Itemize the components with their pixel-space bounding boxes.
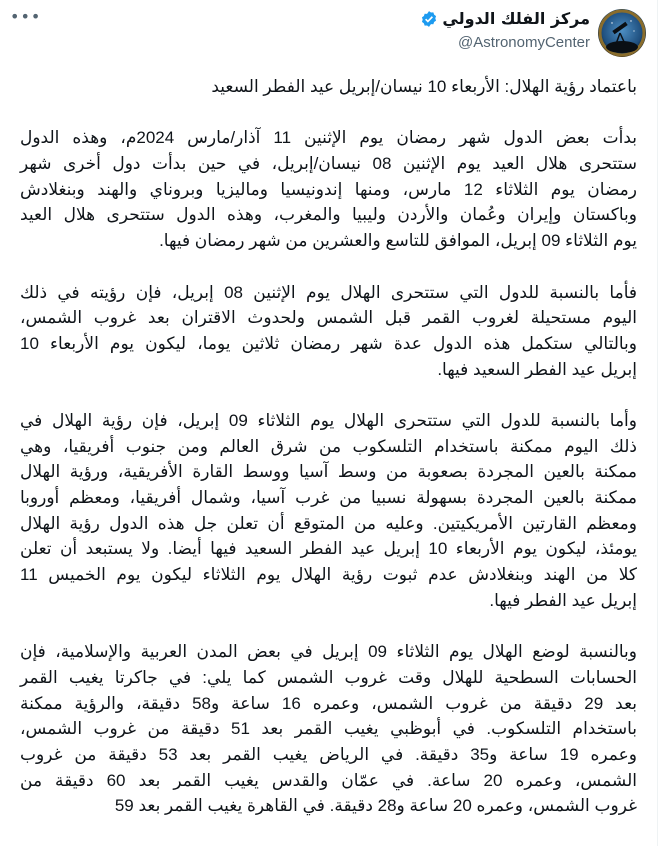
tweet-line: وبالنسبة لوضع الهلال يوم الثلاثاء 09 إبريل في بعض المدن العربية والإسلامية، فإن — [20, 642, 637, 662]
tweet-paragraph — [20, 74, 637, 100]
tweet-line: بدأت بعض الدول شهر رمضان يوم الإثنين 11 آذار/مارس 2024م، وهذه الدول — [20, 128, 637, 148]
tweet-line: إبريل عيد الفطر فيها. — [489, 590, 637, 610]
tweet-line: ممكنة بالعين المجردة بسهولة نسبيا من غرب آسيا، وشمال أفريقيا، ومعظم أوروبا — [20, 488, 637, 507]
tweet-line: يومئذ، ليكون يوم الأربعاء 10 إبريل عيد الفطر السعيد فيها أيضا. ولا يستبعد أن تعلن — [20, 539, 637, 559]
tweet-line: رمضان يوم الثلاثاء 12 مارس، ومنها إندونيسيا وماليزيا وبروناي والهند وبنغلادش — [20, 179, 637, 199]
tweet-line: ومعظم القارتين الأمريكيتين. وعليه من المتوقع أن تعلن جل هذه الدول رؤية الهلال — [20, 513, 637, 533]
tweet-paragraph — [20, 280, 637, 383]
tweet-line: ستتحرى هلال العيد يوم الإثنين 08 نيسان/إبريل، في حين بدأت دول أخرى شهر — [20, 154, 637, 174]
author-name-row[interactable] — [420, 9, 590, 28]
tweet-line: باستخدام التلسكوب. في أبوظبي يغيب القمر بعد 51 دقيقة من غروب الشمس، — [20, 719, 637, 739]
tweet-line: غروب الشمس، وعمره 20 ساعة و28 دقيقة. في القاهرة يغيب القمر بعد 59 — [114, 796, 637, 816]
avatar[interactable] — [598, 9, 646, 57]
tweet-paragraph — [20, 125, 637, 253]
tweet-line: وبالتالي ستكمل هذه الدول عدة شهر رمضان ثلاثين يوما، ليكون يوم الأربعاء 10 — [20, 333, 637, 353]
verified-badge-icon — [420, 10, 438, 28]
tweet-line: اليوم مستحيلة لغروب القمر قبل الشمس ولحدوث الاقتران بعد غروب الشمس، — [20, 308, 637, 328]
tweet-line: كلا من الهند وبنغلادش عدم ثبوت رؤية الهلال يوم الثلاثاء ليكون يوم الخميس 11 — [20, 565, 637, 585]
tweet-paragraph — [20, 639, 637, 819]
tweet-line: وباكستان وإيران وعُمان والأردن وليبيا والمغرب، وهذه الدول ستتحرى هلال العيد — [20, 205, 637, 225]
tweet-line: وأما بالنسبة للدول التي ستتحرى الهلال يوم الثلاثاء 09 إبريل، فإن رؤية الهلال في — [20, 410, 637, 430]
tweet-line: الحسابات السطحية للهلال وقت غروب الشمس كما يلي: في جاكرتا يغيب القمر — [20, 667, 637, 687]
tweet-line: يوم الثلاثاء 09 إبريل، الموافق للتاسع والعشرين من شهر رمضان فيها. — [159, 231, 637, 251]
tweet-line: وعمره 19 ساعة و35 دقيقة. في الرياض يغيب القمر بعد 53 دقيقة من غروب — [20, 744, 637, 764]
telescope-logo-icon — [598, 9, 646, 57]
tweet-line: باعتماد رؤية الهلال: الأربعاء 10 نيسان/إبريل عيد الفطر السعيد — [211, 77, 637, 96]
column-border — [657, 0, 658, 846]
tweet-text — [20, 74, 637, 845]
author-name[interactable]: مركز الفلك الدولي — [442, 9, 590, 28]
more-options-button[interactable]: ••• — [10, 7, 42, 26]
tweet-line: ذلك اليوم ممكنة باستخدام التلسكوب من شرق العالم ومن جنوب أفريقيا، وهي — [20, 436, 637, 456]
tweet-line: الشمس، وعمره 20 ساعة. في عمّان والقدس يغيب القمر بعد 60 دقيقة من — [20, 770, 637, 790]
tweet-line: ممكنة بالعين المجردة بصعوبة من وسط آسيا ووسط القارة الأفريقية، ورؤية الهلال — [20, 462, 637, 482]
tweet-paragraph — [20, 408, 637, 614]
author-handle[interactable]: @AstronomyCenter — [458, 34, 590, 51]
tweet-line: بعد 29 دقيقة من غروب الشمس، وعمره 16 ساعة و58 دقيقة، والرؤية ممكنة — [20, 693, 638, 713]
tweet-line: إبريل عيد الفطر السعيد فيها. — [437, 359, 637, 379]
tweet-line: فأما بالنسبة للدول التي ستتحرى الهلال يوم الإثنين 08 إبريل، فإن رؤيته في ذلك — [20, 282, 637, 302]
